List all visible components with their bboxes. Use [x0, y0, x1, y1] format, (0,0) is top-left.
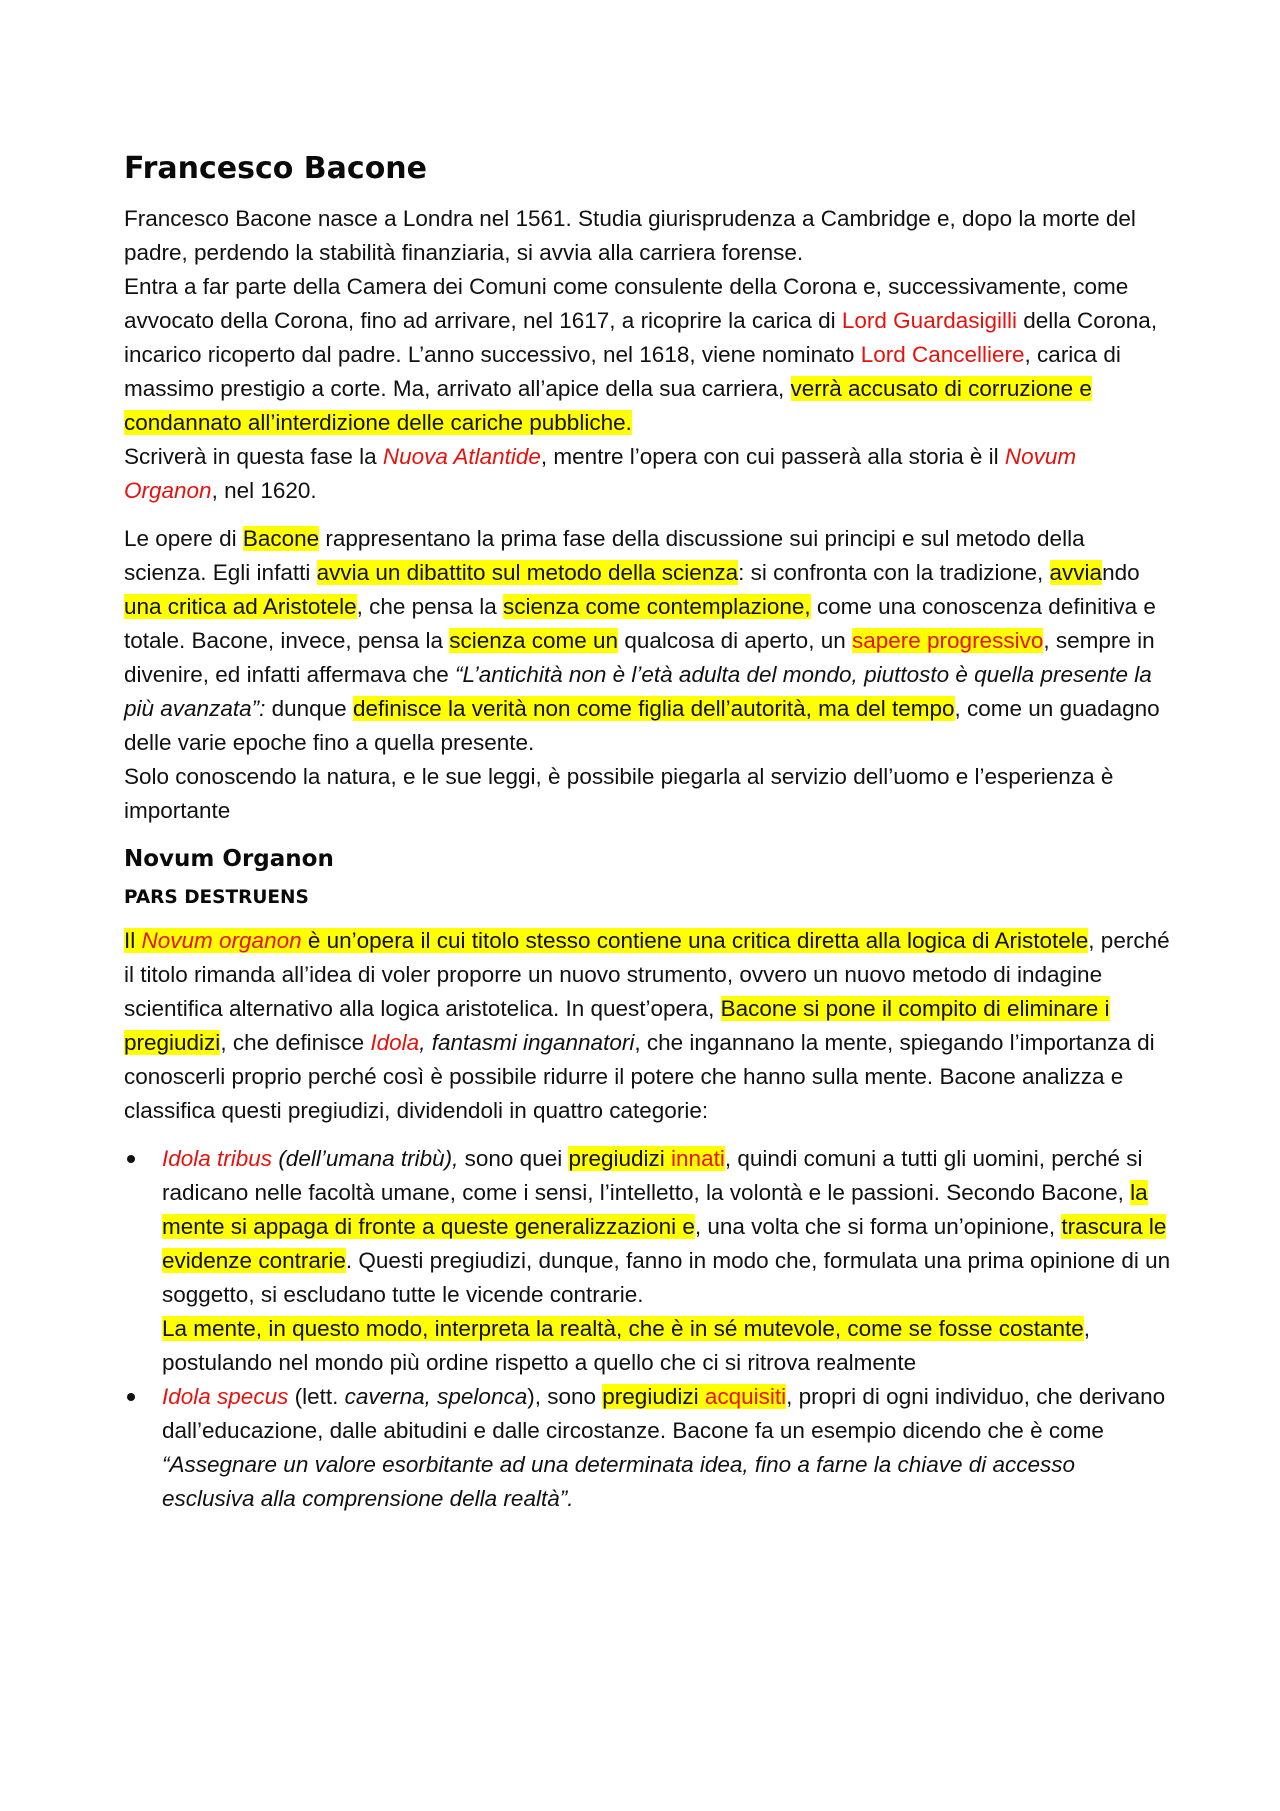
paragraph-novum-organon [124, 924, 1172, 1128]
text: Entra a far parte della Camera dei Comuni come consulente della Corona e, successivamente, come avvocato della Corona, fino ad arrivare, nel 1617, a ricoprire la carica di [124, 274, 1129, 333]
highlight-red: innati [671, 1146, 725, 1171]
highlight: avvia un dibattito sul metodo della scienza [316, 560, 739, 585]
text: come una conoscenza definitiva e totale. Bacone, invece, pensa la [124, 594, 1156, 653]
text: , sempre in divenire, ed infatti affermava che [124, 628, 1155, 687]
italic-text: , fantasmi ingannatori [419, 1030, 635, 1055]
red-term: Lord Cancelliere [860, 342, 1025, 367]
text: Le opere di [124, 526, 243, 551]
red-italic-term: Novum Organon [124, 444, 1077, 503]
highlight-red: acquisiti [704, 1384, 787, 1409]
highlight: la mente si appaga di fronte a queste generalizzazioni e [162, 1180, 1148, 1239]
highlight: Il [124, 928, 142, 953]
red-italic-term: Idola [370, 1030, 420, 1055]
highlight: Bacone si pone il compito di eliminare i pregiudizi [124, 996, 1110, 1055]
red-italic-term: Nuova Atlantide [382, 444, 541, 469]
italic-text: caverna, spelonca [344, 1384, 528, 1409]
highlight-red: sapere progressivo [851, 628, 1044, 653]
highlight: è un’opera il cui titolo stesso contiene una critica diretta alla logica di Aristotele [301, 928, 1089, 953]
text: , come un guadagno delle varie epoche fino a quella presente. [124, 696, 1160, 755]
text: qualcosa di aperto, un [618, 628, 852, 653]
highlight: avvia [1049, 560, 1103, 585]
highlight: scienza come un [449, 628, 619, 653]
list-item [124, 1142, 1172, 1380]
text: , propri di ogni individuo, che derivano dall’educazione, dalle abitudini e dalle circostanze. Bacone fa un esempio dicendo che è come [162, 1384, 1166, 1443]
text: Scriverà in questa fase la [124, 444, 383, 469]
text: : si confronta con la tradizione, [738, 560, 1050, 585]
highlight: pregiudizi [602, 1384, 705, 1409]
text: Francesco Bacone nasce a Londra nel 1561. Studia giurisprudenza a Cambridge e, dopo la morte del padre, perdendo la stabilità finanziaria, si avvia alla carriera forense. [124, 206, 1136, 265]
highlight: scienza come contemplazione, [502, 594, 811, 619]
text: , che pensa la [356, 594, 503, 619]
text: sono quei [458, 1146, 569, 1171]
list-item [124, 1380, 1172, 1516]
text: , postulando nel mondo più ordine rispetto a quello che ci si ritrova realmente [162, 1316, 1091, 1375]
highlight-red-italic: Novum organon [141, 928, 302, 953]
highlight: una critica ad Aristotele [124, 594, 357, 619]
text: , mentre l’opera con cui passerà alla storia è il [540, 444, 1005, 469]
section-heading: Novum Organon [124, 846, 334, 872]
document-page [124, 150, 1172, 1516]
page-title: Francesco Bacone [124, 151, 428, 186]
highlight: trascura le evidenze contrarie [162, 1214, 1167, 1273]
text: , una volta che si forma un’opinione, [694, 1214, 1062, 1239]
idola-list [124, 1142, 1172, 1516]
text: ), sono [527, 1384, 603, 1409]
text: , quindi comuni a tutti gli uomini, perché si radicano nelle facoltà umane, come i sensi, l’intelletto, la volontà e le passioni. Secondo Bacone, [162, 1146, 1143, 1205]
red-term: Lord Guardasigilli [841, 308, 1017, 333]
bullet-icon [127, 1393, 135, 1401]
quote: “Assegnare un valore esorbitante ad una determinata idea, fino a farne la chiave di accesso esclusiva alla comprensione della realtà”. [162, 1452, 1076, 1511]
highlight: La mente, in questo modo, interpreta la realtà, che è in sé mutevole, come se fosse costante [162, 1316, 1084, 1341]
highlight: Bacone [242, 526, 320, 551]
highlight: verrà accusato di corruzione e condannato all’interdizione delle cariche pubbliche. [124, 376, 1092, 435]
quote: “L’antichità non è l’età adulta del mondo, piuttosto è quella presente la più avanzata”: [124, 662, 1152, 721]
bullet-icon [127, 1155, 135, 1163]
text: , che ingannano la mente, spiegando l’importanza di conoscerli proprio perché così è possibile ridurre il potere che hanno sulla mente. Bacone analizza e classifica questi pregiudizi, dividendoli in quattro categorie: [124, 1030, 1155, 1123]
text: dunque [265, 696, 353, 721]
subsection-heading: PARS DESTRUENS [124, 887, 309, 908]
text: , nel 1620. [211, 478, 317, 503]
text: , che definisce [220, 1030, 371, 1055]
text: della Corona, incarico ricoperto dal padre. L’anno successivo, nel 1618, viene nominato [124, 308, 1158, 367]
text: , carica di massimo prestigio a corte. Ma, arrivato all’apice della sua carriera, [124, 342, 1121, 401]
italic-text: (dell’umana tribù), [272, 1146, 459, 1171]
text: ndo [1102, 560, 1140, 585]
red-italic-term: Idola specus [162, 1384, 289, 1409]
paragraph-biography [124, 202, 1172, 508]
text: . Questi pregiudizi, dunque, fanno in modo che, formulata una prima opinione di un soggetto, si escludano tutte le vicende contrarie. [162, 1248, 1171, 1307]
red-italic-term: Idola tribus [162, 1146, 273, 1171]
paragraph-method [124, 522, 1172, 828]
text: rappresentano la prima fase della discussione sui principi e sul metodo della scienza. Egli infatti [124, 526, 1085, 585]
text: (lett. [288, 1384, 345, 1409]
highlight: pregiudizi [568, 1146, 672, 1171]
text: Solo conoscendo la natura, e le sue leggi, è possibile piegarla al servizio dell’uomo e l’esperienza è importante [124, 764, 1114, 823]
text: , perché il titolo rimanda all’idea di voler proporre un nuovo strumento, ovvero un nuovo metodo di indagine scientifica alternativo alla logica aristotelica. In quest’opera, [124, 928, 1170, 1021]
highlight: definisce la verità non come figlia dell’autorità, ma del tempo [352, 696, 955, 721]
